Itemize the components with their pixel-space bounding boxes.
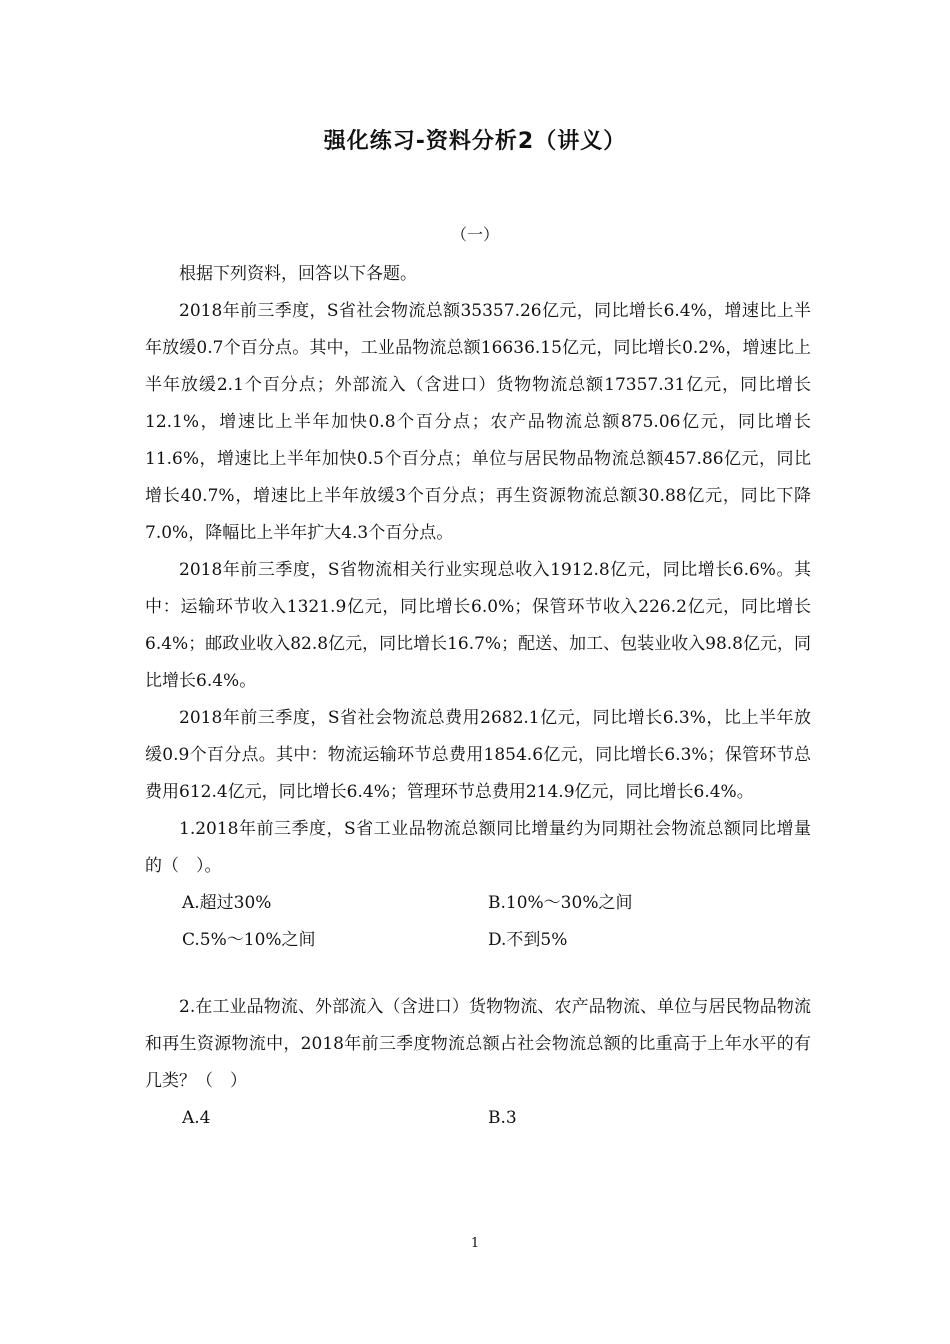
option-a: A.4 xyxy=(182,1108,211,1128)
option-d: D.不到5% xyxy=(488,930,568,950)
paragraph: 2018年前三季度，S省物流相关行业实现总收入1912.8亿元，同比增长6.6%。其中：运输环节收入1321.9亿元，同比增长6.0%；保管环节收入226.2亿元，同比增长6.4%；邮政业收入82.8亿元，同比增长16.7%；配送、加工、包装业收入98.8亿元，同比增长6.4%。 xyxy=(145,560,811,691)
document-body xyxy=(145,256,811,1137)
paragraph: 2018年前三季度，S省社会物流总费用2682.1亿元，同比增长6.3%，比上半年放缓0.9个百分点。其中：物流运输环节总费用1854.6亿元，同比增长6.3%；保管环节总费用612.4亿元，同比增长6.4%；管理环节总费用214.9亿元，同比增长6.4%。 xyxy=(145,708,811,802)
section-heading: （一） xyxy=(450,225,499,244)
question-1: 1.2018年前三季度，S省工业品物流总额同比增量约为同期社会物流总额同比增量的（ ）。 xyxy=(145,819,811,876)
intro-text: 根据下列资料，回答以下各题。 xyxy=(179,264,417,284)
question-2-options xyxy=(145,1100,811,1137)
option-b: B.3 xyxy=(488,1108,517,1128)
question-2: 2.在工业品物流、外部流入（含进口）货物物流、农产品物流、单位与居民物品物流和再生资源物流中，2018年前三季度物流总额占社会物流总额的比重高于上年水平的有几类？（ ） xyxy=(145,997,811,1091)
paragraph: 2018年前三季度，S省社会物流总额35357.26亿元，同比增长6.4%，增速比上半年放缓0.7个百分点。其中，工业品物流总额16636.15亿元，同比增长0.2%，增速比上半年放缓2.1个百分点；外部流入（含进口）货物物流总额17357.31亿元，同比增长12.1%，增速比上半年加快0.8个百分点；农产品物流总额875.06亿元，同比增长11.6%，增速比上半年加快0.5个百分点；单位与居民物品物流总额457.86亿元，同比增长40.7%，增速比上半年放缓3个百分点；再生资源物流总额30.88亿元，同比下降7.0%，降幅比上半年扩大4.3个百分点。 xyxy=(145,301,811,543)
option-b: B.10%～30%之间 xyxy=(488,893,633,913)
spacer xyxy=(145,959,811,989)
option-a: A.超过30% xyxy=(182,893,272,913)
page-number: 1 xyxy=(470,1236,480,1251)
question-1-options xyxy=(145,885,811,959)
page-title: 强化练习-资料分析2（讲义） xyxy=(323,129,627,154)
option-c: C.5%～10%之间 xyxy=(182,930,316,950)
